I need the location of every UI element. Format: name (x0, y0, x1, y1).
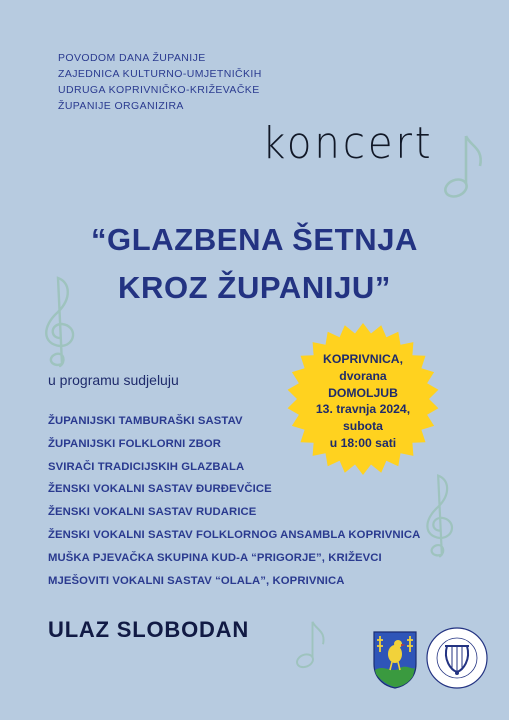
organizer-intro (58, 50, 262, 114)
list-item: ŽENSKI VOKALNI SASTAV ĐURĐEVČICE (48, 483, 272, 496)
eighth-note-icon (440, 132, 488, 202)
list-item: ŽENSKI VOKALNI SASTAV FOLKLORNOG ANSAMBLA KOPRIVNICA (48, 528, 421, 541)
list-item: ŽUPANIJSKI FOLKLORNI ZBOR (48, 437, 221, 450)
ensemble-list (48, 414, 420, 596)
county-coat-of-arms (372, 630, 418, 690)
program-label: u programu sudjeluju (48, 372, 179, 388)
event-venue: DOMOLJUB (328, 385, 398, 400)
concert-title-line-1: “GLAZBENA ŠETNJA (90, 222, 419, 257)
event-venue-label: dvorana (339, 368, 387, 383)
lyre-logo-icon (425, 626, 489, 690)
intro-line: POVODOM DANA ŽUPANIJE (58, 52, 206, 64)
intro-line: UDRUGA KOPRIVNIČKO-KRIŽEVAČKE (58, 84, 260, 96)
treble-clef-icon (418, 470, 462, 562)
intro-line: ŽUPANIJE ORGANIZIRA (58, 100, 184, 112)
free-entry-notice: ULAZ SLOBODAN (48, 617, 250, 642)
event-location: KOPRIVNICA, (323, 352, 403, 366)
list-item: MJEŠOVITI VOKALNI SASTAV “OLALA”, KOPRIVNICA (48, 574, 345, 587)
list-item: ŽUPANIJSKI TAMBURAŠKI SASTAV (48, 415, 243, 427)
event-type: koncert (262, 118, 434, 169)
list-item: ŽENSKI VOKALNI SASTAV RUDARICE (48, 506, 257, 519)
event-time: u 18:00 sati (329, 435, 397, 450)
intro-line: ZAJEDNICA KULTURNO-UMJETNIČKIH (58, 68, 262, 80)
list-item: SVIRAČI TRADICIJSKIH GLAZBALA (48, 460, 245, 473)
event-date: 13. travnja 2024, (315, 402, 411, 417)
concert-title-line-2: KROZ ŽUPANIJU” (117, 270, 392, 305)
event-weekday: subota (343, 419, 383, 434)
list-item: MUŠKA PJEVAČKA SKUPINA KUD-A “PRIGORJE”, KRIŽEVCI (48, 551, 382, 564)
eighth-note-icon (293, 614, 329, 676)
